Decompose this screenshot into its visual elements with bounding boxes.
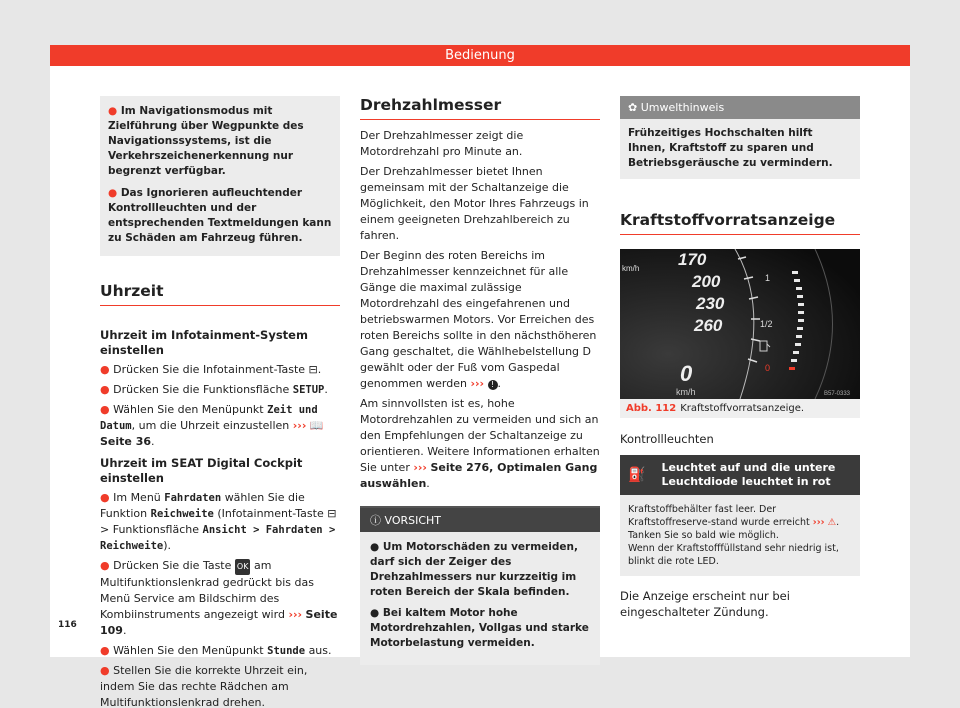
paragraph: Der Beginn des roten Bereichs im Drehzahlmesser kennzeichnet für alle Gänge die maximal zulässige Motordrehzahl des eingefahrenen und betriebswarmen Motors. Vor Erreichen des roten Bereichs sollte in den nächsthöheren Gang geschaltet, die Wählhebelstellung D gewählt oder der Fuß vom Gaspedal genommen werden ››› ! . bbox=[360, 249, 597, 390]
caution-header: ⓘ VORSICHT bbox=[360, 508, 600, 532]
caution-item: ● Um Motorschäden zu vermeiden, darf sich der Zeiger des Drehzahlmessers nur kurzzeitig im roten Bereich der Skala befinden. bbox=[370, 541, 578, 598]
list-item: ● Drücken Sie die Funktionsfläche SETUP. bbox=[100, 383, 328, 396]
leaf-icon: ✿ bbox=[628, 101, 638, 114]
note-item: ● Das Ignorieren aufleuchtender Kontrollleuchten und der entsprechenden Textmeldungen kann zu Schäden am Fahrzeug führen. bbox=[108, 187, 332, 244]
list-item: ● Wählen Sie den Menüpunkt Zeit und Datum, um die Uhrzeit einzustellen ››› 📖 Seite 36. bbox=[100, 403, 324, 448]
paragraph: Der Drehzahlmesser bietet Ihnen gemeinsam mit der Schaltanzeige die Möglichkeit, den Motor Ihres Fahrzeugs in einem geeigneten Drehzahlbereich zu fahren. bbox=[360, 165, 589, 242]
caution-box bbox=[360, 506, 600, 665]
environment-note-header: ✿ Umwelthinweis bbox=[620, 96, 860, 119]
page-number: 116 bbox=[58, 620, 77, 630]
fuel-led-red bbox=[789, 367, 795, 370]
paragraph: Am sinnvollsten ist es, hohe Motordrehzahlen zu vermeiden und sich an den Empfehlungen der Schaltanzeige zu orientieren. Weitere Informationen erhalten Sie unter ››› Seite 276, Optimalen Gang auswählen. bbox=[360, 397, 600, 490]
speed-label: 170 bbox=[678, 250, 707, 269]
lamp-header: ⛽ Leuchtet auf und die untere Leuchtdiode leuchtet in rot bbox=[620, 455, 860, 495]
list-item: ● Drücken Sie die Infotainment-Taste ⊟. bbox=[100, 363, 322, 376]
info-icon: ⓘ bbox=[370, 514, 381, 527]
figure-fuel-gauge bbox=[620, 249, 860, 399]
page-link[interactable]: Seite 109 bbox=[100, 608, 338, 637]
column-2 bbox=[360, 96, 600, 665]
figure-code: B57-0333 bbox=[824, 391, 851, 397]
book-icon: 📖 bbox=[309, 419, 324, 432]
caution-body bbox=[360, 532, 600, 665]
setup-label: SETUP bbox=[292, 384, 325, 396]
warning-icon: ! bbox=[488, 380, 498, 390]
fuel-mark-label: 0 bbox=[765, 363, 771, 373]
infotainment-icon: ⊟ bbox=[327, 507, 337, 520]
zero-label: 0 bbox=[680, 361, 693, 386]
speed-label: 260 bbox=[694, 316, 723, 335]
page-link[interactable]: Seite 276, Optimalen Gang auswählen bbox=[360, 461, 598, 490]
list-item: ● Wählen Sie den Menüpunkt Stunde aus. bbox=[100, 644, 332, 657]
speed-unit-label: km/h bbox=[676, 387, 696, 397]
speed-label: 200 bbox=[692, 272, 721, 291]
caution-item: ● Bei kaltem Motor hohe Motordrehzahlen, Vollgas und starke Motorbelastung vermeiden. bbox=[370, 607, 589, 649]
speed-label: 230 bbox=[696, 294, 725, 313]
list-item: ● Stellen Sie die korrekte Uhrzeit ein, indem Sie das rechte Rädchen am Multifunktionslenkrad drehen. bbox=[100, 664, 308, 708]
list-item: ● Im Menü Fahrdaten wählen Sie die Funktion Reichweite (Infotainment-Taste ⊟ > Funktionsfläche Ansicht > Fahrdaten > Reichweite). bbox=[100, 491, 337, 552]
speed-unit-label: km/h bbox=[622, 264, 640, 273]
list-item: ● Drücken Sie die Taste OK am Multifunktionslenkrad gedrückt bis das Menü Service am Bildschirm des Kombiinstruments angezeigt wird ››› Seite 109. bbox=[100, 559, 338, 637]
page-header: Bedienung bbox=[50, 45, 910, 66]
note-item: ● Im Navigationsmodus mit Zielführung über Wegpunkte des Navigationssystems, ist die Verkehrszeichenerkennung nur begrenzt verfügbar. bbox=[108, 105, 304, 177]
body-text bbox=[360, 128, 600, 492]
section-title-drehzahlmesser: Drehzahlmesser bbox=[360, 96, 600, 120]
instructions-list bbox=[100, 490, 340, 708]
closing-text: Die Anzeige erscheint nur bei eingeschalteter Zündung. bbox=[620, 589, 790, 619]
fuel-mark-label: 1/2 bbox=[760, 319, 773, 329]
ok-button-icon: OK bbox=[235, 559, 251, 575]
subsection-title: Uhrzeit im Infotainment-System einstellen bbox=[100, 328, 308, 357]
page-link[interactable]: Seite 36 bbox=[100, 435, 152, 448]
warning-triangle-icon: ⚠ bbox=[827, 517, 837, 528]
subsection-title: Kontrollleuchten bbox=[620, 432, 714, 446]
infotainment-icon: ⊟ bbox=[308, 363, 318, 376]
paragraph: Der Drehzahlmesser zeigt die Motordrehzahl pro Minute an. bbox=[360, 129, 524, 158]
environment-note-body: Frühzeitiges Hochschalten hilft Ihnen, Kraftstoff zu sparen und Betriebsgeräusche zu vermindern. bbox=[620, 119, 860, 179]
subsection-title: Uhrzeit im SEAT Digital Cockpit einstellen bbox=[100, 456, 303, 485]
lamp-description: Kraftstoffbehälter fast leer. Der Kraftstoffreserve-stand wurde erreicht ››› ⚠. Tanken Sie so bald wie möglich. Wenn der Kraftstofffüllstand sehr niedrig ist, blinkt die rote LED. bbox=[620, 495, 860, 576]
section-title-kraftstoff: Kraftstoffvorratsanzeige bbox=[620, 211, 860, 235]
column-1 bbox=[100, 96, 340, 708]
fuel-gauge-image bbox=[620, 249, 860, 399]
fuel-pump-icon: ⛽ bbox=[628, 467, 646, 483]
note-box bbox=[100, 96, 340, 256]
figure-caption: Abb. 112 Kraftstoffvorratsanzeige. bbox=[620, 399, 860, 418]
fuel-mark-label: 1 bbox=[765, 273, 771, 283]
instructions-list bbox=[100, 362, 340, 450]
column-3 bbox=[620, 96, 860, 620]
section-title-uhrzeit: Uhrzeit bbox=[100, 282, 340, 306]
